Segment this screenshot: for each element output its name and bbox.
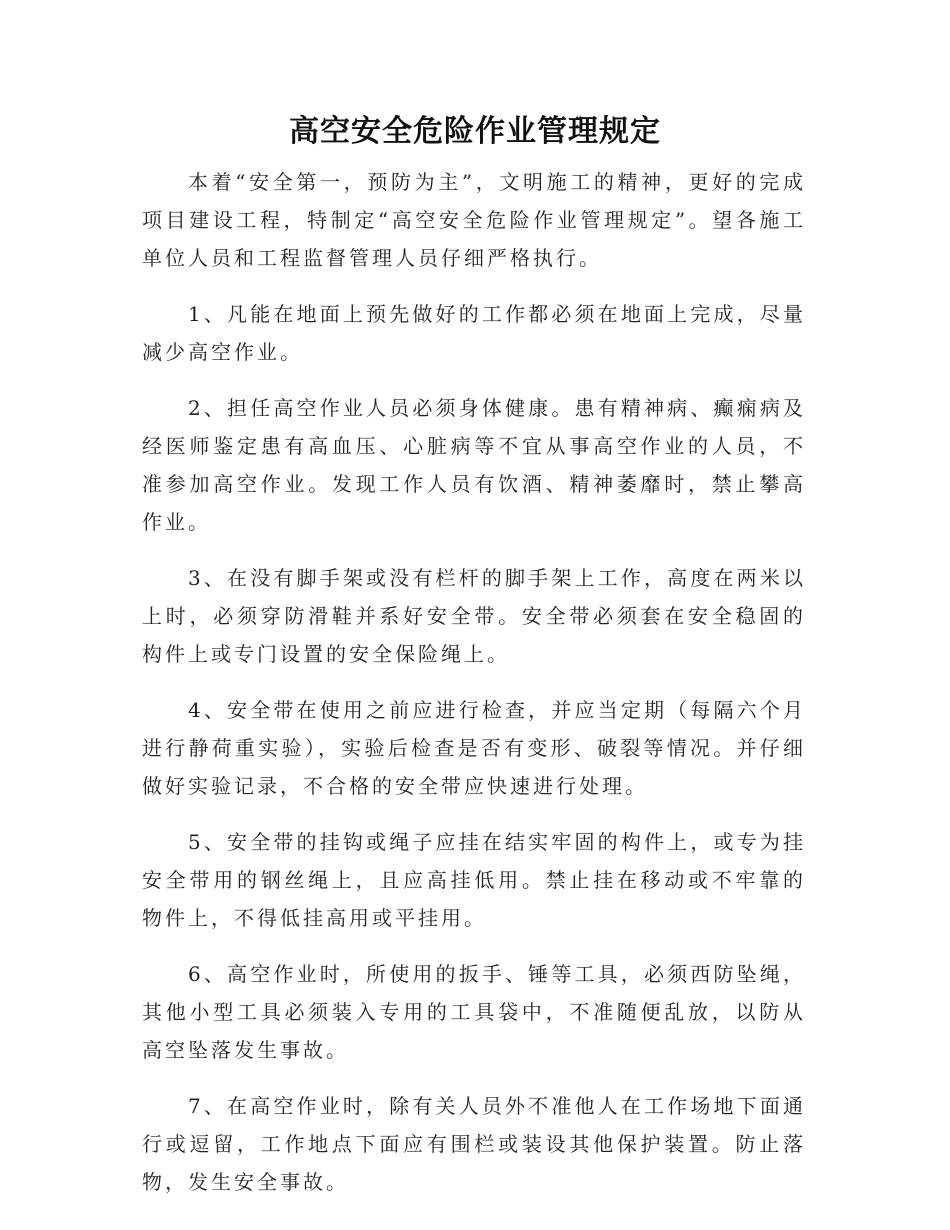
rule-paragraph-6: 6、高空作业时，所使用的扳手、锤等工具，必须西防坠绳，其他小型工具必须装入专用的工具袋中，不准随便乱放，以防从高空坠落发生事故。 — [142, 962, 806, 1062]
document-title: 高空安全危险作业管理规定 — [289, 114, 661, 149]
intro-paragraph: 本着“安全第一，预防为主”，文明施工的精神，更好的完成项目建设工程，特制定“高空安全危险作业管理规定”。望各施工单位人员和工程监督管理人员仔细严格执行。 — [142, 170, 806, 270]
rule-paragraph-3: 3、在没有脚手架或没有栏杆的脚手架上工作，高度在两米以上时，必须穿防滑鞋并系好安全带。安全带必须套在安全稳固的构件上或专门设置的安全保险绳上。 — [142, 566, 806, 666]
rule-paragraph-4: 4、安全带在使用之前应进行检查，并应当定期（每隔六个月进行静荷重实验），实验后检查是否有变形、破裂等情况。并仔细做好实验记录，不合格的安全带应快速进行处理。 — [142, 698, 806, 798]
rule-paragraph-5: 5、安全带的挂钩或绳子应挂在结实牢固的构件上，或专为挂安全带用的钢丝绳上，且应高挂低用。禁止挂在移动或不牢靠的物件上，不得低挂高用或平挂用。 — [142, 830, 806, 930]
document-body — [142, 163, 806, 1219]
rule-paragraph-1: 1、凡能在地面上预先做好的工作都必须在地面上完成，尽量减少高空作业。 — [142, 302, 806, 364]
rule-paragraph-7: 7、在高空作业时，除有关人员外不准他人在工作场地下面通行或逗留，工作地点下面应有围栏或装设其他保护装置。防止落物，发生安全事故。 — [142, 1094, 806, 1194]
rule-paragraph-2: 2、担任高空作业人员必须身体健康。患有精神病、癫痫病及经医师鉴定患有高血压、心脏病等不宜从事高空作业的人员，不准参加高空作业。发现工作人员有饮酒、精神萎靡时，禁止攀高作业。 — [142, 396, 806, 534]
